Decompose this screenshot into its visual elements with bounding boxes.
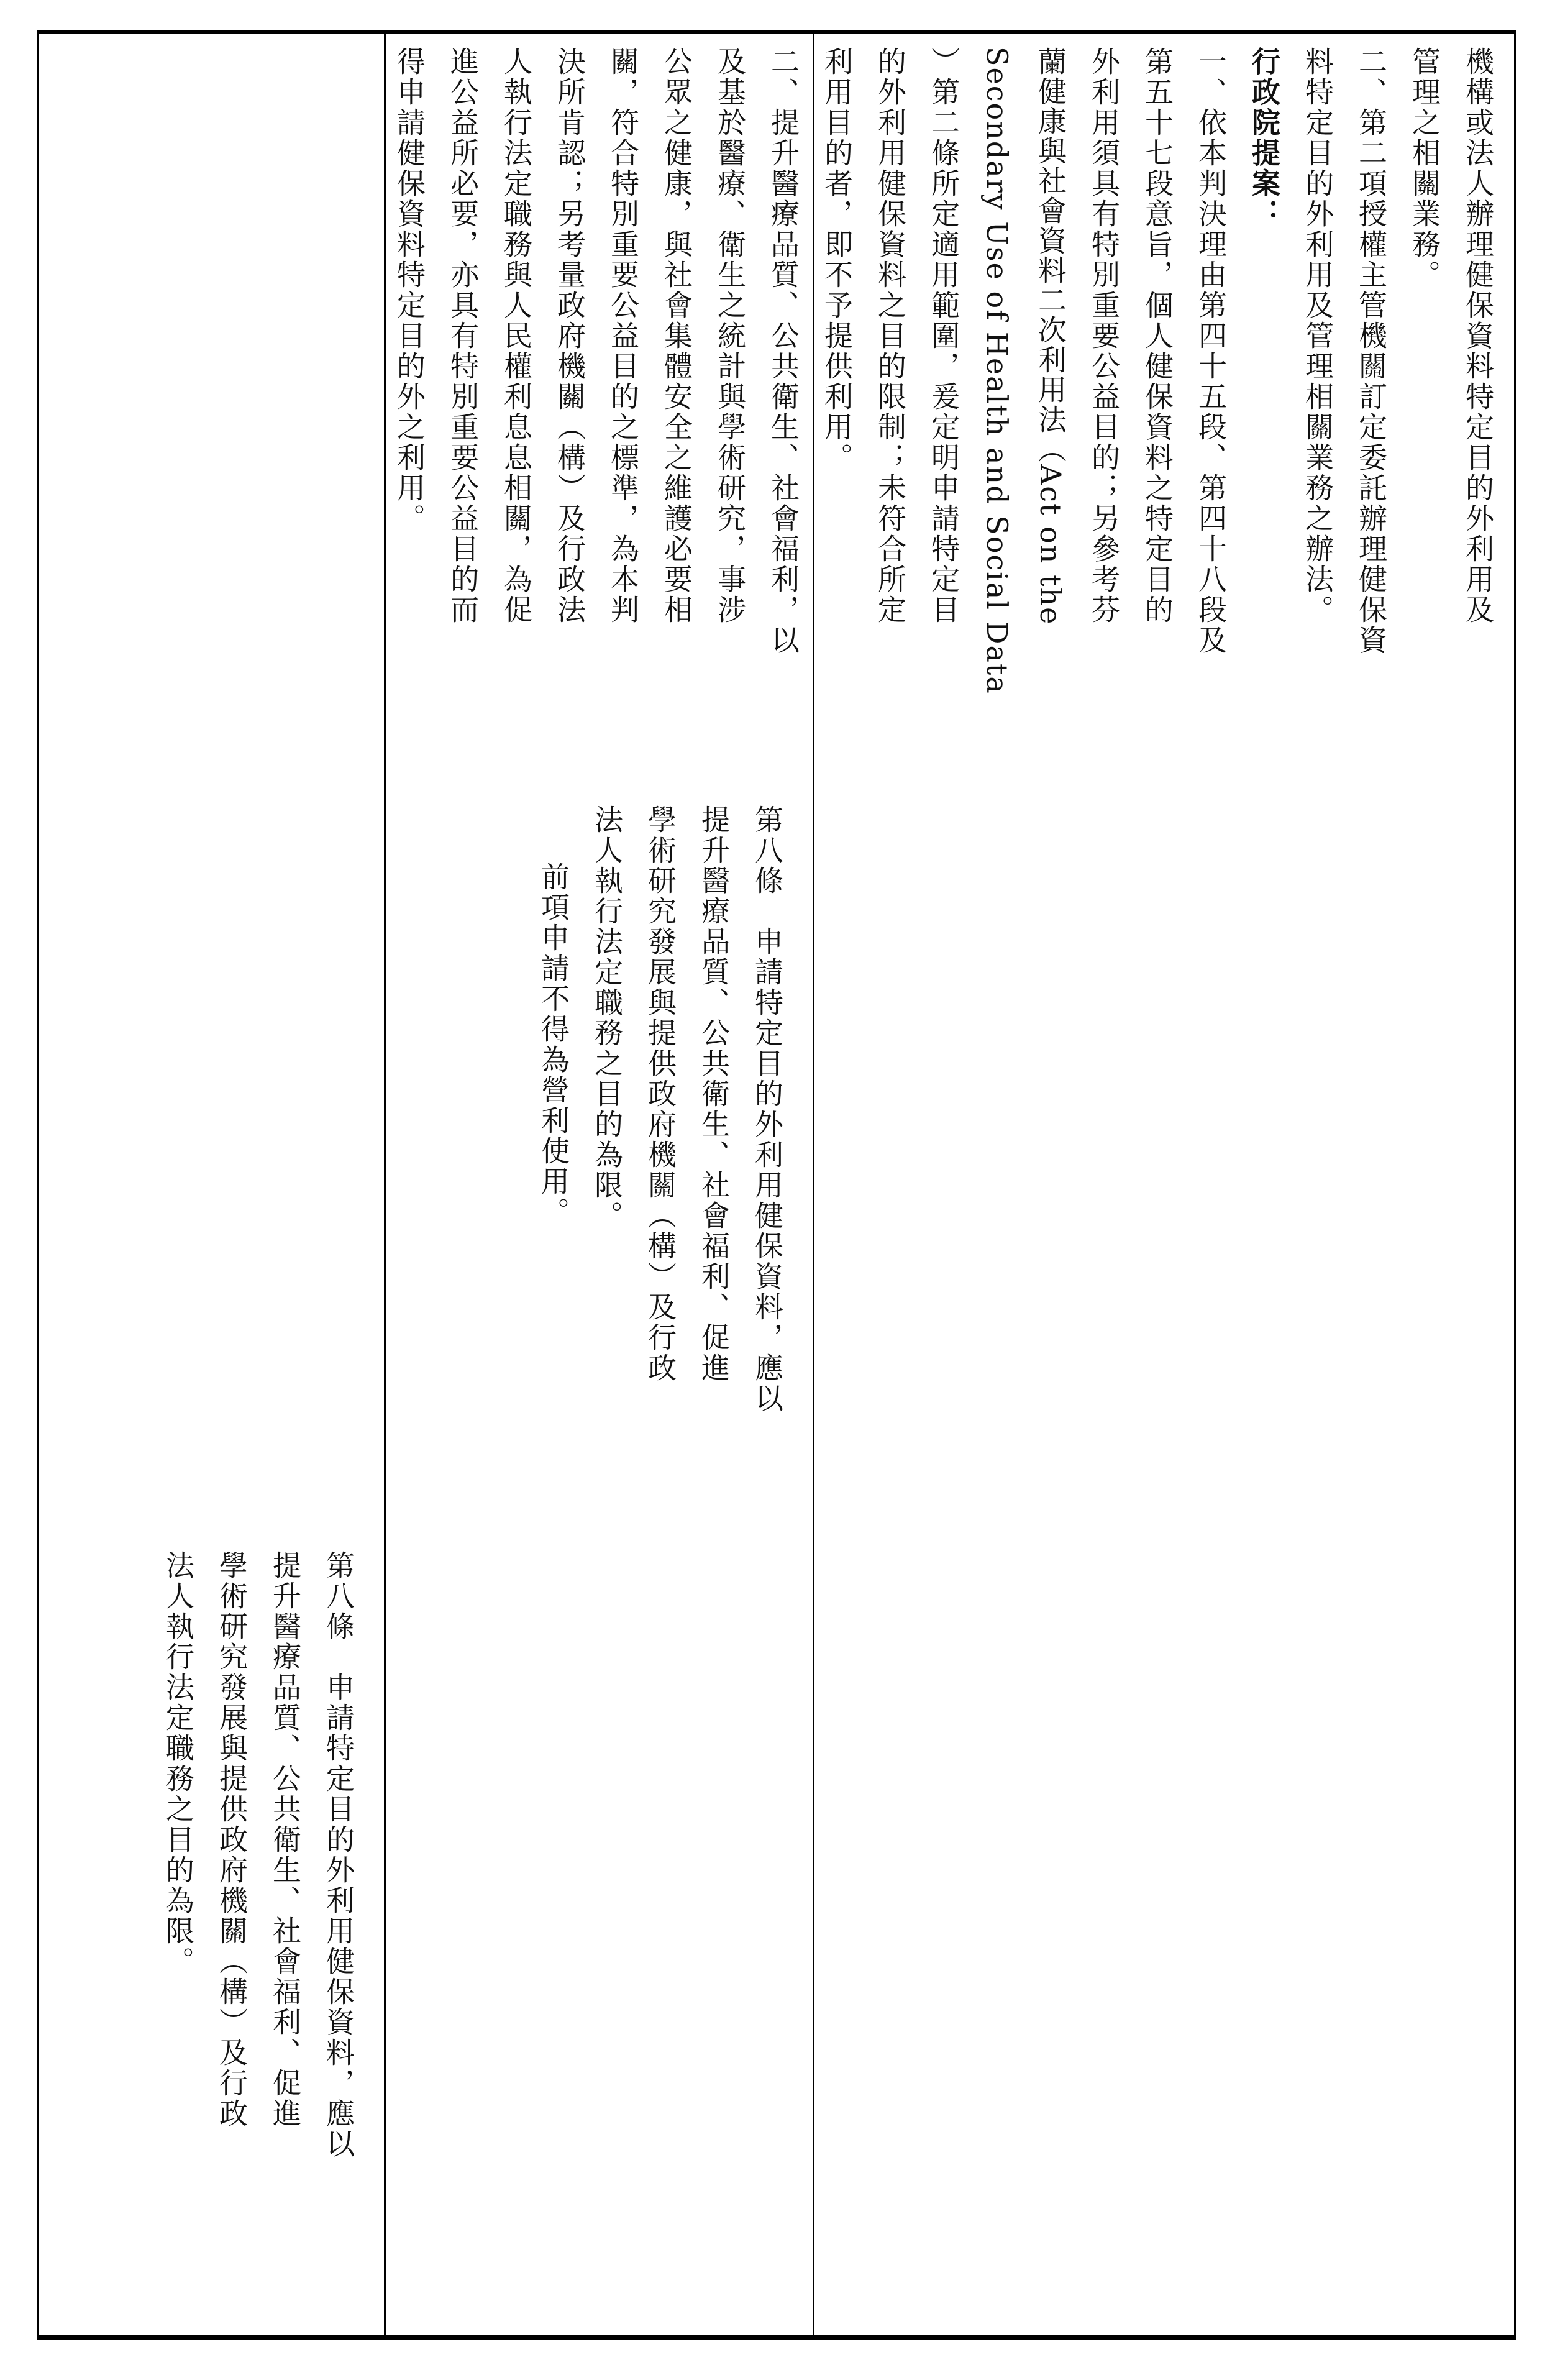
explanation-line: 二、提升醫療品質、公共衛生、社會福利，以 [767,47,800,656]
explanation-line: 機構或法人辦理健保資料特定目的外利用及 [1461,47,1495,625]
article-line: 第八條 申請特定目的外利用健保資料，應以 [322,1550,355,2159]
table-bottom-rule [37,2335,1516,2340]
table-left-border [37,30,39,2340]
table-top-rule [37,30,1516,34]
explanation-line: 決所肯認；另考量政府機關（構）及行政法 [553,47,586,625]
explanation-line: ）第二條所定適用範圍，爰定明申請特定目 [927,47,960,625]
explanation-line: 進公益所必要，亦具有特別重要公益目的而 [446,47,480,625]
article-paragraph-2: 前項申請不得為營利使用。 [537,862,570,1227]
explanation-line: 及基於醫療、衛生之統計與學術研究，事涉 [713,47,747,625]
article-line: 法人執行法定職務之目的為限。 [162,1550,195,1977]
explanation-line: 蘭健康與社會資料二次利用法（Act on the [1034,47,1067,626]
article-line: 提升醫療品質、公共衛生、社會福利、促進 [268,1550,302,2129]
explanation-line: 一、依本判決理由第四十五段、第四十八段及 [1194,47,1228,656]
explanation-line: 外利用須具有特別重要公益目的；另參考芬 [1087,47,1121,625]
article-line: 學術研究發展與提供政府機關（構）及行政 [644,805,677,1383]
explanation-line: 公眾之健康，與社會集體安全之維護必要相 [660,47,693,625]
explanation-line: 得申請健保資料特定目的外之利用。 [393,47,426,534]
article-line: 學術研究發展與提供政府機關（構）及行政 [215,1550,249,2129]
explanation-line: 管理之相關業務。 [1408,47,1441,290]
table-right-border [1514,30,1516,2340]
article-line: 提升醫療品質、公共衛生、社會福利、促進 [697,805,731,1383]
proposal-article-column [390,34,806,2335]
explanation-line: 料特定目的外利用及管理相關業務之辦法。 [1301,47,1334,625]
explanation-line: 的外利用健保資料之目的限制；未符合所定 [874,47,907,625]
section-heading: 行政院提案： [1248,47,1281,229]
explanation-line: Secondary Use of Health and Social Data [980,47,1014,695]
explanation-line: 關，符合特別重要公益目的之標準，為本判 [606,47,640,625]
committee-article-column [42,34,378,2335]
explanation-line: 利用目的者，即不予提供利用。 [820,47,854,473]
explanation-line: 第五十七段意旨，個人健保資料之特定目的 [1141,47,1174,625]
explanation-line: 人執行法定職務與人民權利息息相關，為促 [499,47,533,625]
explanation-line: 二、第二項授權主管機關訂定委託辦理健保資 [1354,47,1388,656]
article-line: 第八條 申請特定目的外利用健保資料，應以 [750,805,784,1414]
article-line: 法人執行法定職務之目的為限。 [590,805,624,1231]
